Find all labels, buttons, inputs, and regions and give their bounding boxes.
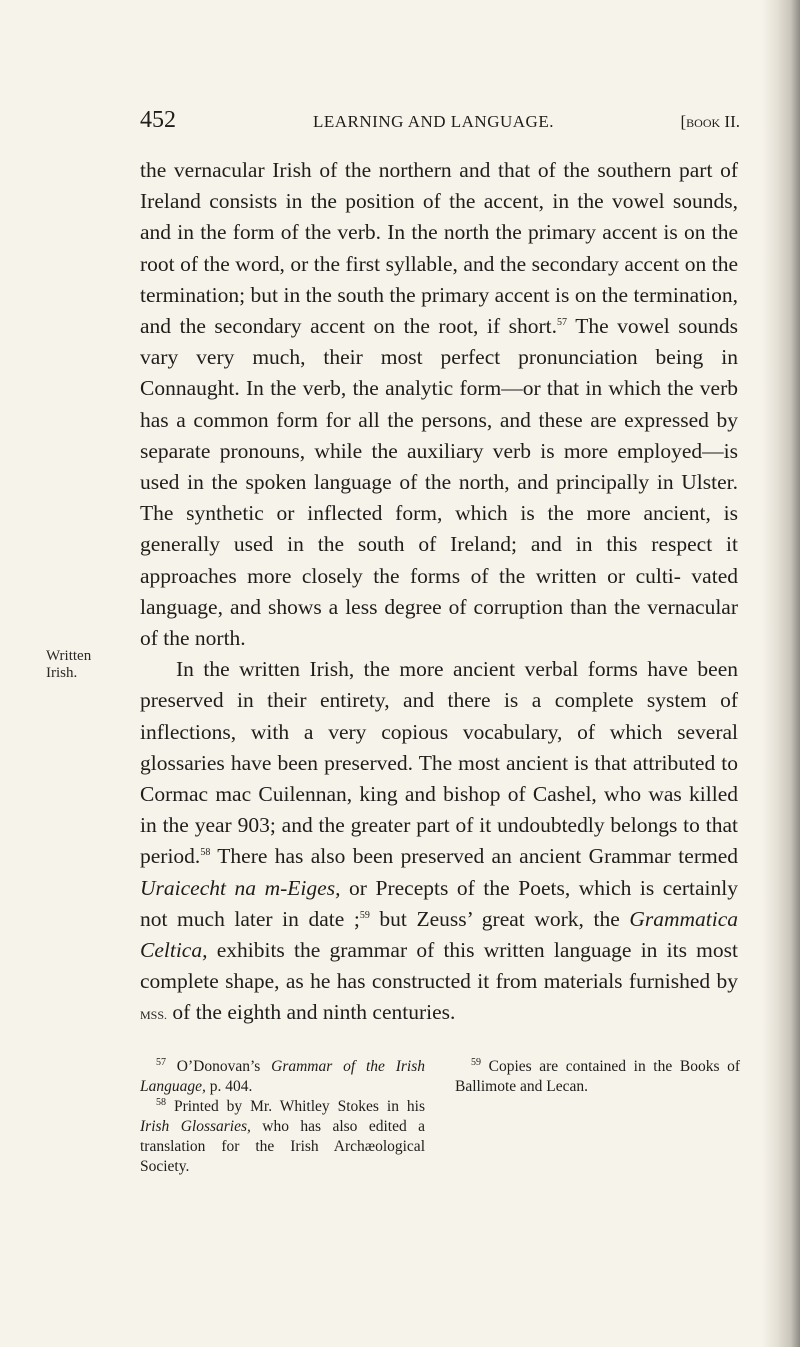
title-uraicecht: Uraicecht na m-Eiges, <box>140 875 341 900</box>
paragraph-1: the vernacular Irish of the northern and that of the southern part of Ireland consists in the position of the accent, in the vowel sounds, and in the form of the verb. In the north the primary accent is on the root of the word, or the first syllable, and the secondary accent on the termination; but in the south the primary accent is on the termination, and the secondary accent on the root, if short.$^{57}$ The vowel sounds vary very much, their most perfect pronunciation being in Connaught. In the verb, the analytic form—or that in which the verb has a common form for all the persons, and these are expressed by separate pronouns, while the auxiliary verb is more employed—is used in the spoken language of the north, and principally in Ulster. The synthetic or inflected form, which is the more ancient, is generally used in the south of Ireland; and in this respect it approaches more closely the forms of the written or culti- vated language, and shows a less degree of corruption than the vernacular of the north. <box>140 158 738 651</box>
footnote-ref-58: 58 <box>200 847 211 859</box>
body-text <box>140 155 738 1032</box>
footnotes-left-column <box>140 1057 425 1177</box>
page-edge-shadow <box>762 0 800 1347</box>
book-reference: [BOOK II. <box>680 112 740 131</box>
running-head: LEARNING AND LANGUAGE. <box>313 112 554 131</box>
page-header <box>140 107 740 137</box>
footnotes <box>140 1057 740 1177</box>
footnote-ref-57: 57 <box>557 316 568 328</box>
page-number: 452 <box>140 107 176 133</box>
footnote-57: $^{57}$ O’Donovan’s Grammar of the Irish Language, p. 404. <box>140 1056 425 1095</box>
footnote-ref-59: 59 <box>359 909 370 921</box>
title-grammatica-celtica: Grammatica Celtica, <box>140 906 739 963</box>
footnote-58: $^{58}$ Printed by Mr. Whitley Stokes in his Irish Glossaries, who has also edited a translation for the Irish Archæological Society. <box>140 1096 425 1175</box>
footnote-59: $^{59}$ Copies are contained in the Books of Ballimote and Lecan. <box>455 1056 740 1095</box>
footnotes-right-column <box>455 1057 740 1177</box>
margin-note: Written Irish. <box>46 648 92 681</box>
paragraph-2: In the written Irish, the more ancient verbal forms have been preserved in their entirety, and there is a complete system of inflections, with a very copious vocabulary, of which several glossaries have been preserved. The most ancient is that attributed to Cormac mac Cuilennan, king and bishop of Cashel, who was killed in the year 903; and the greater part of it undoubtedly belongs to that period.$^{58}$ There has also been preserved an ancient Grammar termed Uraicecht na m-Eiges, or Precepts of the Poets, which is certainly not much later in date ;$^{59}$ but Zeuss’ great work, the Grammatica Celtica, exhibits the grammar of this written language in its most complete shape, as he has constructed it from materials furnished by MSS. of the eighth and ninth centuries. <box>140 657 739 1025</box>
